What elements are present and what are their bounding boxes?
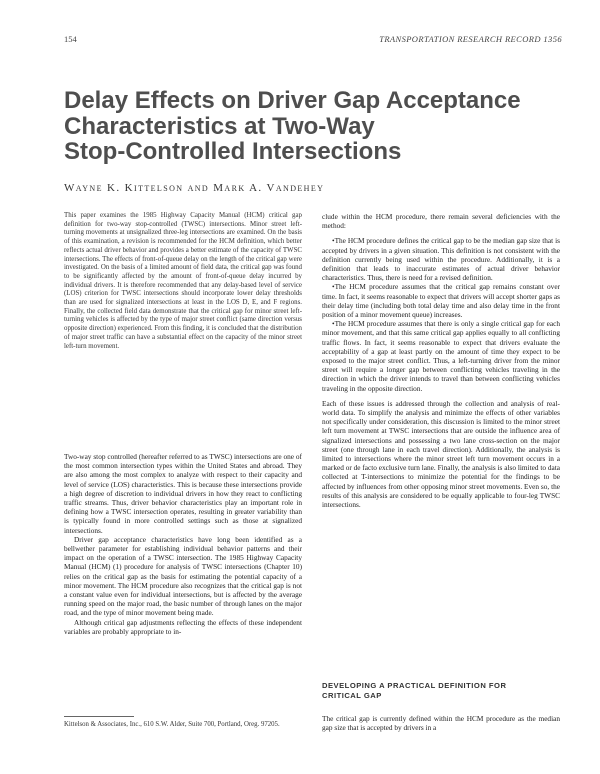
paper-title xyxy=(64,88,544,165)
bullet-item: • The HCM procedure defines the critical gap to be the median gap size that is accepted by drivers in a given situation. This definition is not consistent with the definition currently being used within the procedure. Additionally, it is a definition that leads to inaccurate estimates of actual driver behavior characteristics. Thus, there is need for a revised definition. xyxy=(322,236,560,282)
body-paragraph: Two-way stop controlled (hereafter referred to as TWSC) intersections are one of the most common intersection types within the United States and abroad. They are also among the most complex to analyze with respect to their capacity and level of service (LOS) characteristics. This is because these intersections provide a high degree of discretion to individual drivers in how they react to conflicting traffic streams. Thus, driver behavior characteristics play an important role in defining how a TWSC intersection operates, resulting in greater variability than is typically found in more controlled settings such as those at signalized intersections. xyxy=(64,452,302,535)
title-line: Delay Effects on Driver Gap Acceptance xyxy=(64,87,521,114)
section-heading-line: DEVELOPING A PRACTICAL DEFINITION FOR xyxy=(322,681,507,690)
footnote-rule xyxy=(64,716,134,717)
title-line: Stop-Controlled Intersections xyxy=(64,138,402,165)
running-header xyxy=(64,34,562,48)
bullet-item: • The HCM procedure assumes that there is only a single critical gap for each minor movement, and that this same critical gap applies equally to all conflicting traffic flows. In fact, it seems reasonable to expect that drivers evaluate the acceptability of a gap at least partly on the amount of time they expect to be exposed to the major street conflict. Thus, a left-turning driver from the minor street will require a longer gap between conflicting vehicles traveling in the direction in which the driver intends to travel than between conflicting vehicles traveling in the opposite direction. xyxy=(322,319,560,393)
body-paragraph: Although critical gap adjustments reflecting the effects of these independent variables are probably appropriate to in- xyxy=(64,617,302,636)
section-heading-line: CRITICAL GAP xyxy=(322,690,382,700)
title-line: Characteristics at Two-Way xyxy=(64,112,375,140)
left-column-body xyxy=(64,452,302,636)
bullet-item: • The HCM procedure assumes that the critical gap remains constant over time. In fact, it seems reasonable to expect that drivers will accept shorter gaps as their delay time (including both total delay time and also delay time in the front position of a minor movement queue) increases. xyxy=(322,282,560,319)
page-number: 154 xyxy=(64,34,77,44)
right-column-body xyxy=(322,212,560,509)
abstract-text: This paper examines the 1985 Highway Capacity Manual (HCM) critical gap definition for two-way stop-controlled (TWSC) intersections. Minor street left-turning movements at unsignalized three-leg intersections are examined. On the basis of this examination, a revision is recommended for the HCM definition, which better reflects actual driver behavior and provides a better estimate of the capacity of TWSC intersections. The effects of front-of-queue delay on the length of the critical gap were investigated. On the basis of a limited amount of field data, the critical gap was found to be significantly affected by the amount of front-of-queue delay incurred by individual drivers. It is therefore recommended that any delay-based level of service (LOS) criterion for TWSC intersections should incorporate lower delay thresholds than are used for signalized intersections at least in the LOS D, E, and F regions. Finally, the collected field data demonstrate that the critical gap for minor street left-turning vehicles is affected by the type of major street conflict (same direction versus opposite direction) experienced. From this finding, it is concluded that the distribution of major street traffic can have a substantial effect on the capacity of the minor street left-turn movement. xyxy=(64,212,302,350)
author-affiliation-footnote: Kittelson & Associates, Inc., 610 S.W. Alder, Suite 700, Portland, Oreg. 97205. xyxy=(64,721,280,728)
journal-name: TRANSPORTATION RESEARCH RECORD 1356 xyxy=(379,34,562,44)
body-paragraph: clude within the HCM procedure, there remain several deficiencies with the method: xyxy=(322,212,560,231)
abstract xyxy=(64,212,302,351)
body-paragraph: Each of these issues is addressed through the collection and analysis of real-world data. To simplify the analysis and minimize the effects of other variables not specifically under consideration, this discussion is limited to the minor street left turn movement at TWSC intersections that are outside the influence area of signalized intersections and possessing a two lane cross-section on the major street (one through lane in each travel direction). Additionally, the analysis is limited to intersections where the minor street left turn movement occurs in a marked or de facto exclusive turn lane. Finally, the analysis is also limited to data collected at T-intersections to minimize the potential for the findings to be affected by influences from other opposing minor street movements. Even so, the results of this analysis are considered to be equally applicable to four-leg TWSC intersections. xyxy=(322,398,560,510)
body-paragraph: Driver gap acceptance characteristics have long been identified as a bellwether parameter for establishing individual behavior patterns and their impact on the operation of a TWSC intersection. The 1985 Highway Capacity Manual (HCM) (1) procedure for analysis of TWSC intersections (Chapter 10) relies on the critical gap as the basis for estimating the potential capacity of a minor movement. The HCM procedure also recognizes that the critical gap is not a constant value even for individual intersections, but is affected by the average running speed on the major road, the basic number of through lanes on the major road, and the type of minor movement being made. xyxy=(64,534,302,618)
section-paragraph: The critical gap is currently defined within the HCM procedure as the median gap size that is accepted by drivers in a xyxy=(322,714,560,733)
section-heading xyxy=(322,681,560,700)
authors: Wayne K. Kittelson and Mark A. Vandehey xyxy=(64,182,325,194)
